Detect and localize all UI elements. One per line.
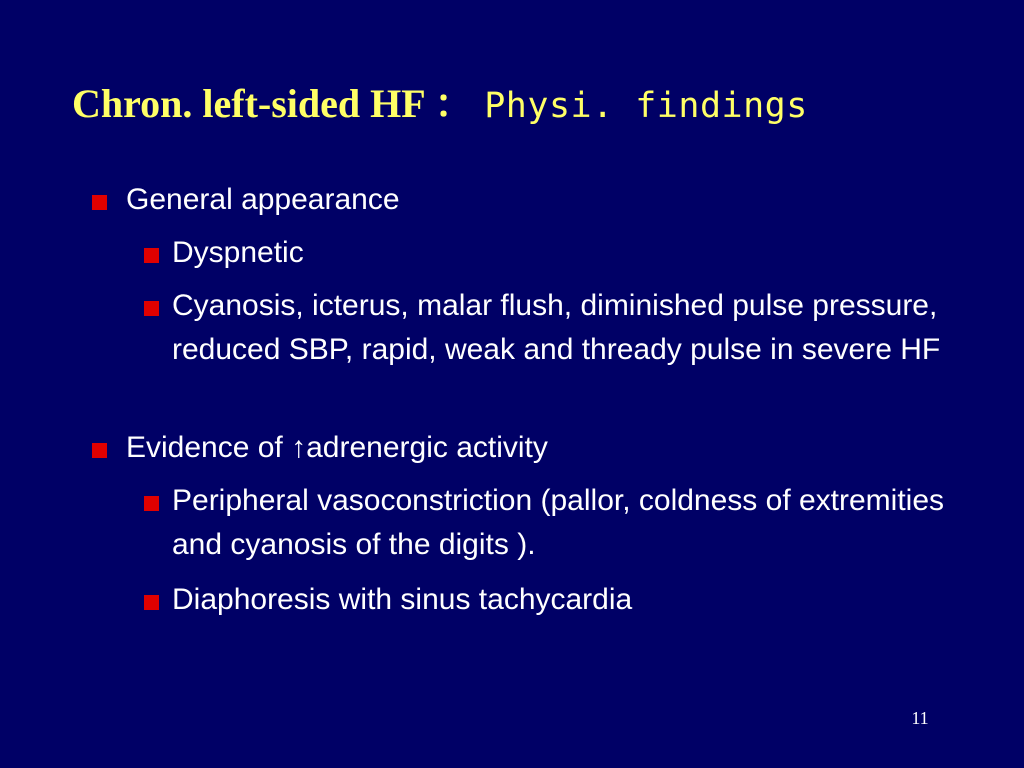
bullet-cyanosis	[172, 284, 952, 372]
square-bullet-icon	[92, 443, 107, 458]
title-sub: Physi. findings	[484, 86, 808, 126]
square-bullet-icon	[144, 301, 159, 316]
bullet-text: Diaphoresis with sinus tachycardia	[172, 583, 633, 616]
square-bullet-icon	[92, 195, 107, 210]
bullet-dyspnetic	[172, 231, 952, 275]
bullet-text: Evidence of ↑adrenergic activity	[126, 431, 548, 464]
bullet-adrenergic	[126, 426, 966, 470]
title-main: Chron. left-sided HF	[72, 81, 425, 126]
bullet-text: Cyanosis, icterus, malar flush, diminished pulse pressure, reduced SBP, rapid, weak and thready pulse in severe HF	[172, 289, 941, 366]
bullet-diaphoresis	[172, 578, 952, 622]
slide-title	[72, 72, 992, 136]
bullet-text: General appearance	[126, 183, 400, 216]
bullet-general-appearance	[126, 178, 966, 222]
square-bullet-icon	[144, 248, 159, 263]
slide-number: 11	[911, 708, 929, 728]
square-bullet-icon	[144, 496, 159, 511]
square-bullet-icon	[144, 595, 159, 610]
bullet-text: Dyspnetic	[172, 236, 304, 269]
title-separator: ：	[424, 81, 485, 126]
bullet-text: Peripheral vasoconstriction (pallor, coldness of extremities and cyanosis of the digits ).	[172, 484, 945, 561]
bullet-vasoconstriction	[172, 479, 952, 567]
